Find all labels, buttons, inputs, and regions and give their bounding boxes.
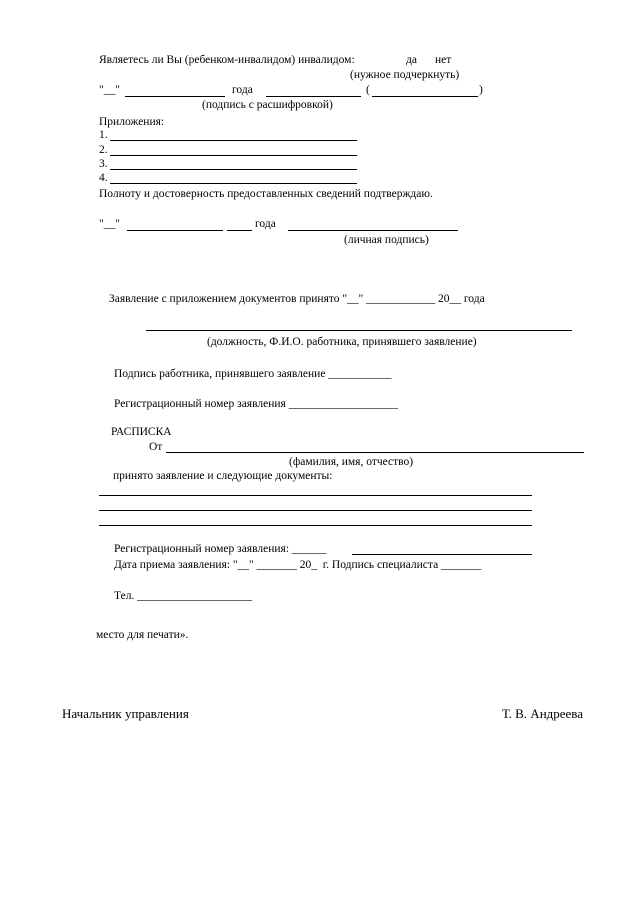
accepted-worker-line xyxy=(146,330,572,331)
footer-position: Начальник управления xyxy=(62,706,189,721)
attachment-item-2: 2. xyxy=(99,144,108,156)
receipt-from: От xyxy=(149,441,163,453)
date-line-2 xyxy=(127,230,223,231)
stamp-place: место для печати». xyxy=(96,629,189,641)
decipher-line-1 xyxy=(372,96,478,97)
attachment-line-1 xyxy=(110,140,357,141)
paren-open: ( xyxy=(366,84,370,96)
confirm-text: Полноту и достоверность предоставленных сведений подтверждаю. xyxy=(99,188,433,200)
attachment-item-4: 4. xyxy=(99,172,108,184)
receipt-from-line xyxy=(166,452,584,453)
date-quote-2: "__" xyxy=(99,218,120,230)
signature-caption-2: (личная подпись) xyxy=(344,234,429,246)
receipt-reg-line xyxy=(352,554,532,555)
date-line-1 xyxy=(125,96,225,97)
attachments-title: Приложения: xyxy=(99,116,165,128)
year-word-2: года xyxy=(255,218,276,230)
date-quote-1: "__" xyxy=(99,84,120,96)
accepted-text: Заявление с приложением документов принято "__" ____________ 20__ года xyxy=(109,293,485,305)
paren-close: ) xyxy=(479,84,483,96)
reg-number-1: Регистрационный номер заявления ___________________ xyxy=(114,398,398,410)
accepted-caption: (должность, Ф.И.О. работника, принявшего заявление) xyxy=(207,336,477,348)
receipt-title: РАСПИСКА xyxy=(111,426,172,438)
receipt-date-line: Дата приема заявления: "__" _______ 20_ г. Подпись специалиста _______ xyxy=(114,559,482,571)
attachment-item-3: 3. xyxy=(99,158,108,170)
signature-line-1 xyxy=(266,96,361,97)
month-line-2 xyxy=(227,230,252,231)
footer-name: Т. В. Андреева xyxy=(502,706,584,721)
attachment-line-2 xyxy=(110,155,357,156)
attachment-item-1: 1. xyxy=(99,129,108,141)
attachment-line-3 xyxy=(110,169,357,170)
docs-line-2 xyxy=(99,510,532,511)
signature-caption-1: (подпись с расшифровкой) xyxy=(202,99,333,111)
receipt-caption: (фамилия, имя, отчество) xyxy=(289,456,414,468)
signature-line-2 xyxy=(288,230,458,231)
worker-signature: Подпись работника, принявшего заявление ___________ xyxy=(114,368,392,380)
disability-question: Являетесь ли Вы (ребенком-инвалидом) инвалидом: xyxy=(99,54,355,66)
docs-line-1 xyxy=(99,495,532,496)
year-word-1: года xyxy=(232,84,253,96)
attachment-line-4 xyxy=(110,183,357,184)
disability-hint: (нужное подчеркнуть) xyxy=(350,69,460,81)
receipt-reg-number: Регистрационный номер заявления: ______ xyxy=(114,543,327,555)
disability-no: нет xyxy=(435,54,452,66)
receipt-phone: Тел. ____________________ xyxy=(114,590,253,602)
receipt-accepted-docs: принято заявление и следующие документы: xyxy=(113,470,333,482)
disability-yes: да xyxy=(406,54,417,66)
docs-line-3 xyxy=(99,525,532,526)
